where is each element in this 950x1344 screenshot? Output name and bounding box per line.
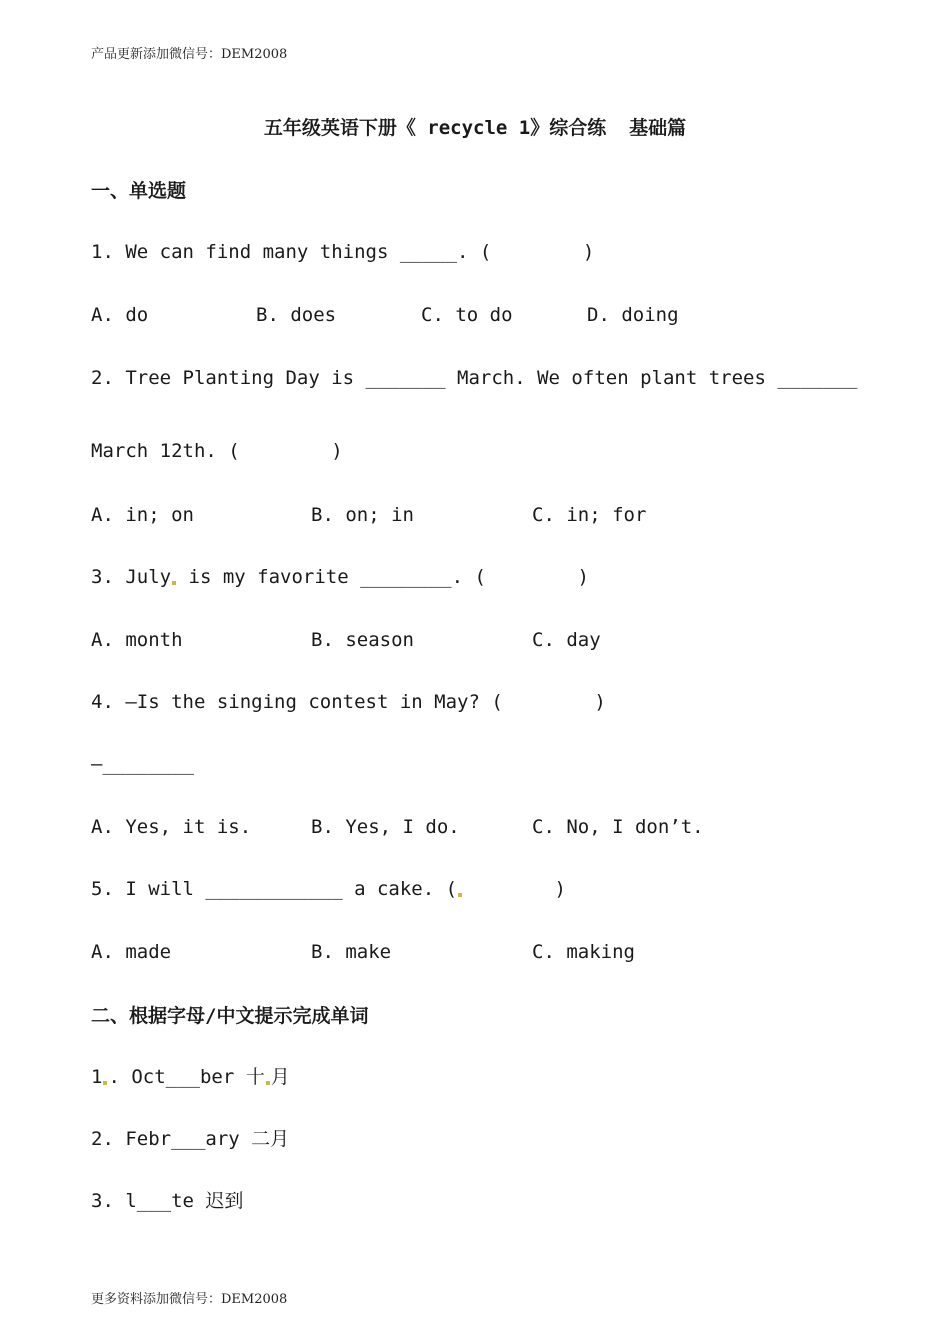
- question-3-stem-end: is my favorite ________. ( ): [177, 566, 589, 588]
- question-5-stem: [91, 877, 566, 901]
- question-3-stem: [91, 565, 589, 589]
- question-4-stem: 4. —Is the singing contest in May? ( ): [91, 691, 606, 713]
- question-5-stem-end: ): [463, 878, 566, 900]
- question-2-option-b: B. on; in: [311, 504, 414, 526]
- question-3-option-a: A. month: [91, 629, 183, 651]
- mark-dot: [172, 581, 176, 585]
- question-3-stem-start: 3. July: [91, 566, 172, 588]
- word-item-1-tail: 月: [270, 1066, 290, 1088]
- page-title: 五年级英语下册《 recycle 1》综合练 基础篇: [263, 117, 687, 139]
- word-item-2: 2. Febr___ary 二月: [91, 1128, 290, 1150]
- question-2-option-c: C. in; for: [532, 504, 647, 526]
- question-5-option-c: C. making: [532, 941, 635, 963]
- question-1-option-c: C. to do: [421, 304, 513, 326]
- word-item-1-number: 1: [91, 1066, 103, 1088]
- question-1-option-b: B. does: [256, 304, 337, 326]
- question-5-option-a: A. made: [91, 941, 172, 963]
- word-item-3: 3. l___te 迟到: [91, 1190, 244, 1212]
- section-heading-word-completion: 二、根据字母/中文提示完成单词: [91, 1005, 369, 1027]
- question-3-option-c: C. day: [532, 629, 601, 651]
- question-1-stem: 1. We can find many things _____. ( ): [91, 241, 595, 263]
- word-item-1-text: . Oct___ber 十: [108, 1066, 265, 1088]
- question-2-stem-line1: 2. Tree Planting Day is _______ March. We often plant trees _______: [91, 367, 858, 389]
- footer-note: 更多资料添加微信号：DEM2008: [91, 1292, 288, 1307]
- question-1-option-a: A. do: [91, 304, 149, 326]
- mark-dot: [458, 893, 462, 897]
- question-2-option-a: A. in; on: [91, 504, 194, 526]
- mark-dot: [103, 1081, 107, 1085]
- section-heading-single-choice: 一、单选题: [91, 180, 187, 202]
- question-5-stem-start: 5. I will ____________ a cake. (: [91, 878, 458, 900]
- question-3-option-b: B. season: [311, 629, 414, 651]
- word-item-1: [91, 1065, 290, 1089]
- question-4-option-a: A. Yes, it is.: [91, 816, 252, 838]
- question-4-answer-line: —________: [91, 753, 194, 775]
- mark-dot: [266, 1081, 270, 1085]
- question-5-option-b: B. make: [311, 941, 392, 963]
- header-note: 产品更新添加微信号：DEM2008: [91, 47, 288, 62]
- question-2-stem-line2: March 12th. ( ): [91, 440, 343, 462]
- question-1-option-d: D. doing: [587, 304, 679, 326]
- question-4-option-c: C. No, I don’t.: [532, 816, 704, 838]
- question-4-option-b: B. Yes, I do.: [311, 816, 460, 838]
